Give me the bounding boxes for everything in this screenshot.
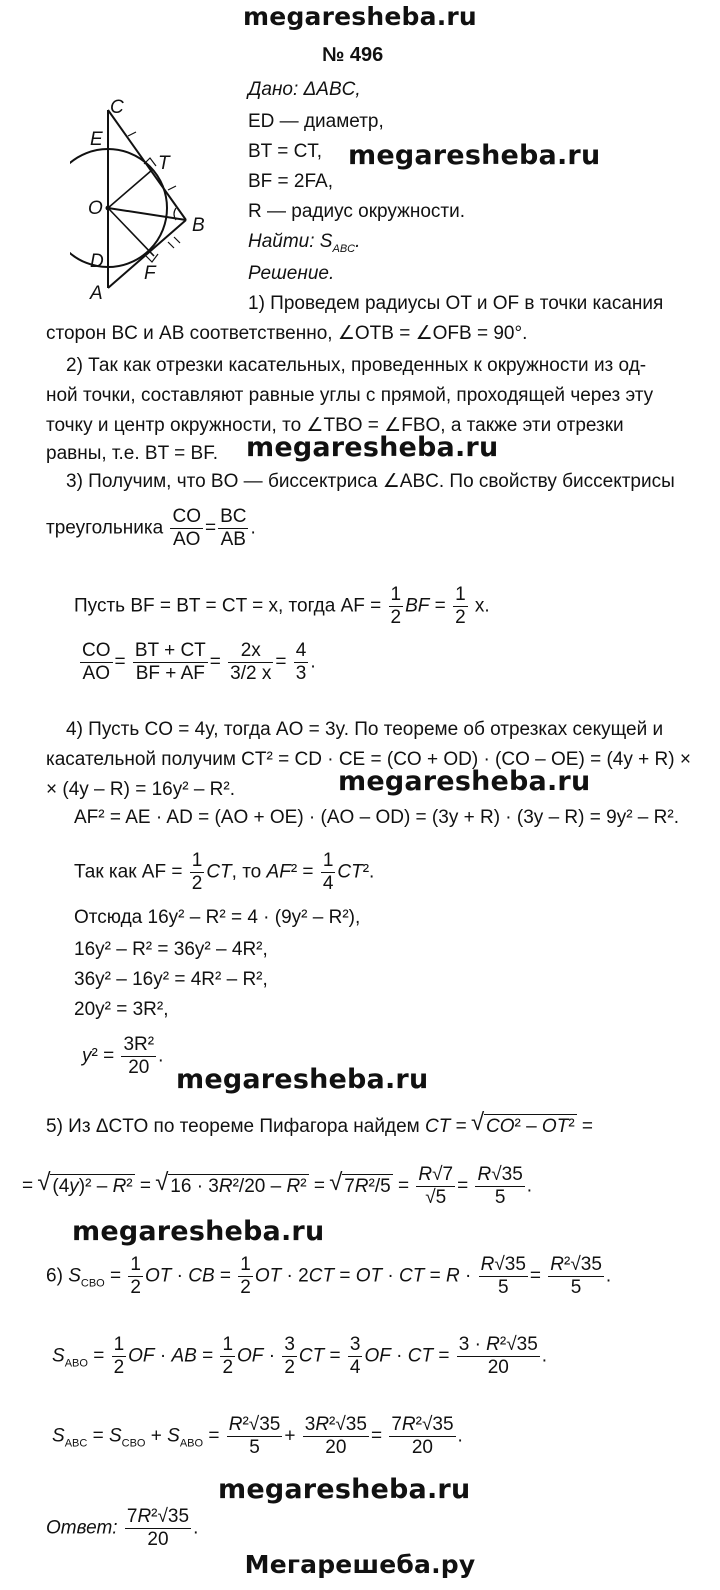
frac-2x: $\frac{2x}{3/2 x}$ — [230, 640, 272, 684]
step4-line6: Отсюда 16y² – R² = 4 · (9y² – R²), — [74, 907, 361, 928]
frac-3-4: $\frac{3}{4}$ — [349, 1334, 361, 1378]
step2-line2: ной точки, составляют равные углы с прямой, проходящей через эту — [46, 385, 654, 406]
label-O: O — [88, 198, 103, 219]
given-find — [248, 230, 360, 254]
frac-sum-2: $\frac{\text{3R²√35}}{20}$ — [304, 1414, 367, 1458]
let-x-text: Пусть BF = BT = CT = x, тогда AF = — [74, 595, 382, 617]
sqrt-7r: √ 7R²/5 — [342, 1174, 393, 1199]
given-line-4: BF = 2FA, — [248, 171, 334, 192]
frac-r-sqrt7: $\frac{R√7}{√5}$ — [418, 1164, 454, 1208]
answer-frac: $\frac{\text{7R²√35}}{20}$ — [126, 1506, 190, 1550]
frac-half-6: $\frac{1}{2}$ — [113, 1334, 125, 1378]
sqrt-16: √ 16 · 3R²/20 – R² — [168, 1174, 308, 1199]
frac-half-7: $\frac{1}{2}$ — [222, 1334, 234, 1378]
label-A: A — [90, 283, 103, 304]
given-line-5: R — радиус окружности. — [248, 201, 465, 222]
header-watermark: megaresheba.ru — [243, 2, 477, 31]
label-E: E — [90, 129, 103, 150]
frac-sum: $\frac{BT + CT}{BF + AF}$ — [134, 640, 206, 684]
step5-text: 5) Из ΔCTO по теореме Пифагора найдем — [46, 1116, 420, 1137]
frac-half-2: $\frac{1}{2}$ — [455, 584, 466, 628]
step6-line3: $S_{ABC} = S_{CBO} + S_{ABO}$ = $\frac{\text{R²√35}}{5}$ + $\frac{\text{3R²√35}}{20}$ = $\frac{\text{7R²√35}}{20}$ . — [52, 1414, 463, 1458]
y-squared: y² = $\frac{\text{3R²}}{20}$ . — [82, 1034, 164, 1078]
frac-half-3: $\frac{1}{2}$ — [191, 850, 203, 894]
find-label: Найти: S — [248, 231, 333, 252]
label-D: D — [90, 251, 104, 272]
watermark-6: megaresheba.ru — [218, 1474, 471, 1505]
sqrt-4y: √ (4y)² – R² — [50, 1174, 134, 1199]
frac-bc-ab: $\frac{BC}{AB}$ — [220, 506, 247, 550]
given-line-1: Дано: ΔABC, — [248, 79, 361, 100]
frac-sum-1: $\frac{\text{R²√35}}{5}$ — [228, 1414, 281, 1458]
find-sub: ABC — [332, 242, 356, 255]
given-line-3: BT = CT, — [248, 141, 323, 162]
step5-line1: 5) Из ΔCTO по теореме Пифагора найдем CT = √ CO² – OT² = — [46, 1114, 593, 1139]
frac-3r2-20: $\frac{\text{3R²}}{20}$ — [123, 1034, 155, 1078]
since-af: Так как AF = — [74, 861, 183, 883]
label-B: B — [192, 215, 205, 236]
frac-half-4: $\frac{1}{2}$ — [130, 1254, 141, 1298]
watermark-1: megaresheba.ru — [348, 140, 601, 171]
frac-r-sqrt35: $\frac{R√35}{5}$ — [477, 1164, 523, 1208]
step6-line2: $S_{ABO}$ = $\frac{1}{2}$ OF · AB = $\frac{1}{2}$ OF · $\frac{3}{2}$ CT = $\frac{3}{4}$ OF · CT = $\frac{\text{3 · R²√35}}{20}$ . — [52, 1334, 548, 1378]
label-F: F — [144, 263, 156, 284]
given-line-2: ED — диаметр, — [248, 111, 384, 132]
step2-line1: 2) Так как отрезки касательных, проведенных к окружности из од- — [66, 355, 647, 376]
frac-r-sqrt35-2: $\frac{R√35}{5}$ — [480, 1254, 526, 1298]
step1-line2: сторон BC и AB соответственно, ∠OTB = ∠OFB = 90°. — [46, 323, 528, 344]
frac-quarter: $\frac{1}{4}$ — [322, 850, 334, 894]
watermark-3: megaresheba.ru — [338, 766, 591, 797]
step2-line4: равны, т.е. BT = BF. — [46, 443, 218, 464]
frac-co-ao: $\frac{CO}{AO}$ — [172, 506, 201, 550]
step4-line8: 36y² – 16y² = 4R² – R², — [74, 969, 268, 990]
frac-3r2-sqrt35: $\frac{\text{3 · R²√35}}{20}$ — [458, 1334, 538, 1378]
step3-line2: треугольника $\frac{CO}{AO}$ = $\frac{BC}{AB}$ . — [46, 506, 256, 550]
step4-line2: касательной получим CT² = CD · CE = (CO + OD) · (CO – OE) = (4y + R) × — [46, 749, 691, 770]
label-T: T — [158, 153, 170, 174]
frac-sum-3: $\frac{\text{7R²√35}}{20}$ — [391, 1414, 454, 1458]
watermark-5: megaresheba.ru — [72, 1216, 325, 1247]
problem-number: № 496 — [322, 44, 384, 66]
step4-line1: 4) Пусть CO = 4y, тогда AO = 3y. По теореме об отрезках секущей и — [66, 719, 664, 740]
answer-label: Ответ: — [46, 1517, 118, 1539]
step1-line1: 1) Проведем радиусы OT и OF в точки касания — [248, 293, 664, 314]
answer-line: Ответ: $\frac{\text{7R²√35}}{20}$ . — [46, 1506, 199, 1550]
frac-half-1: $\frac{1}{2}$ — [390, 584, 402, 628]
let-x-line: Пусть BF = BT = CT = x, тогда AF = $\frac{1}{2}$ BF = $\frac{1}{2}$ x. — [74, 584, 490, 628]
step4-line9: 20y² = 3R², — [74, 999, 169, 1020]
step4-line3: × (4y – R) = 16y² – R². — [46, 779, 236, 800]
frac-co-ao-2: $\frac{CO}{AO}$ — [82, 640, 111, 684]
ratio-line: $\frac{CO}{AO}$ = $\frac{BT + CT}{BF + AF}$ = $\frac{2x}{3/2 x}$ = $\frac{4}{3}$ . — [82, 640, 316, 684]
frac-half-5: $\frac{1}{2}$ — [240, 1254, 251, 1298]
triangle-word: треугольника — [46, 517, 164, 539]
label-C: C — [110, 97, 124, 118]
sqrt-co-ot: √ CO² – OT² — [484, 1114, 577, 1139]
solution-heading: Решение. — [248, 263, 335, 284]
step6-line1: 6) $S_{CBO}$ = $\frac{1}{2}$ OT · CB = $\frac{1}{2}$ OT · 2CT = OT · CT = R · $\frac{R√35}{5}$ = $\frac{\text{R²√35}}{5}$ . — [46, 1254, 612, 1298]
step5-line2: = √ (4y)² – R² = √ 16 · 3R²/20 – R² = √ 7R²/5 = $\frac{R√7}{√5}$ = $\frac{R√35}{5}$ . — [22, 1164, 532, 1209]
step4-line5: Так как AF = $\frac{1}{2}$ CT, то AF² = $\frac{1}{4}$ CT². — [74, 850, 375, 894]
frac-3-2: $\frac{3}{2}$ — [284, 1334, 295, 1378]
footer-watermark: Мегарешеба.ру — [244, 1550, 476, 1579]
step4-line4: AF² = AE · AD = (AO + OE) · (AO – OD) = (3y + R) · (3y – R) = 9y² – R². — [74, 807, 679, 828]
find-end: . — [355, 231, 361, 252]
step2-line3: точку и центр окружности, то ∠TBO = ∠FBO, а также эти отрезки — [46, 415, 624, 436]
frac-4-3: $\frac{4}{3}$ — [295, 640, 307, 684]
frac-r2-sqrt35: $\frac{\text{R²√35}}{5}$ — [550, 1254, 602, 1298]
watermark-2: megaresheba.ru — [246, 432, 499, 463]
step4-line7: 16y² – R² = 36y² – 4R², — [74, 939, 268, 960]
step3-line1: 3) Получим, что BO — биссектриса ∠ABC. По свойству биссектрисы — [66, 471, 675, 492]
watermark-4: megaresheba.ru — [176, 1064, 429, 1095]
